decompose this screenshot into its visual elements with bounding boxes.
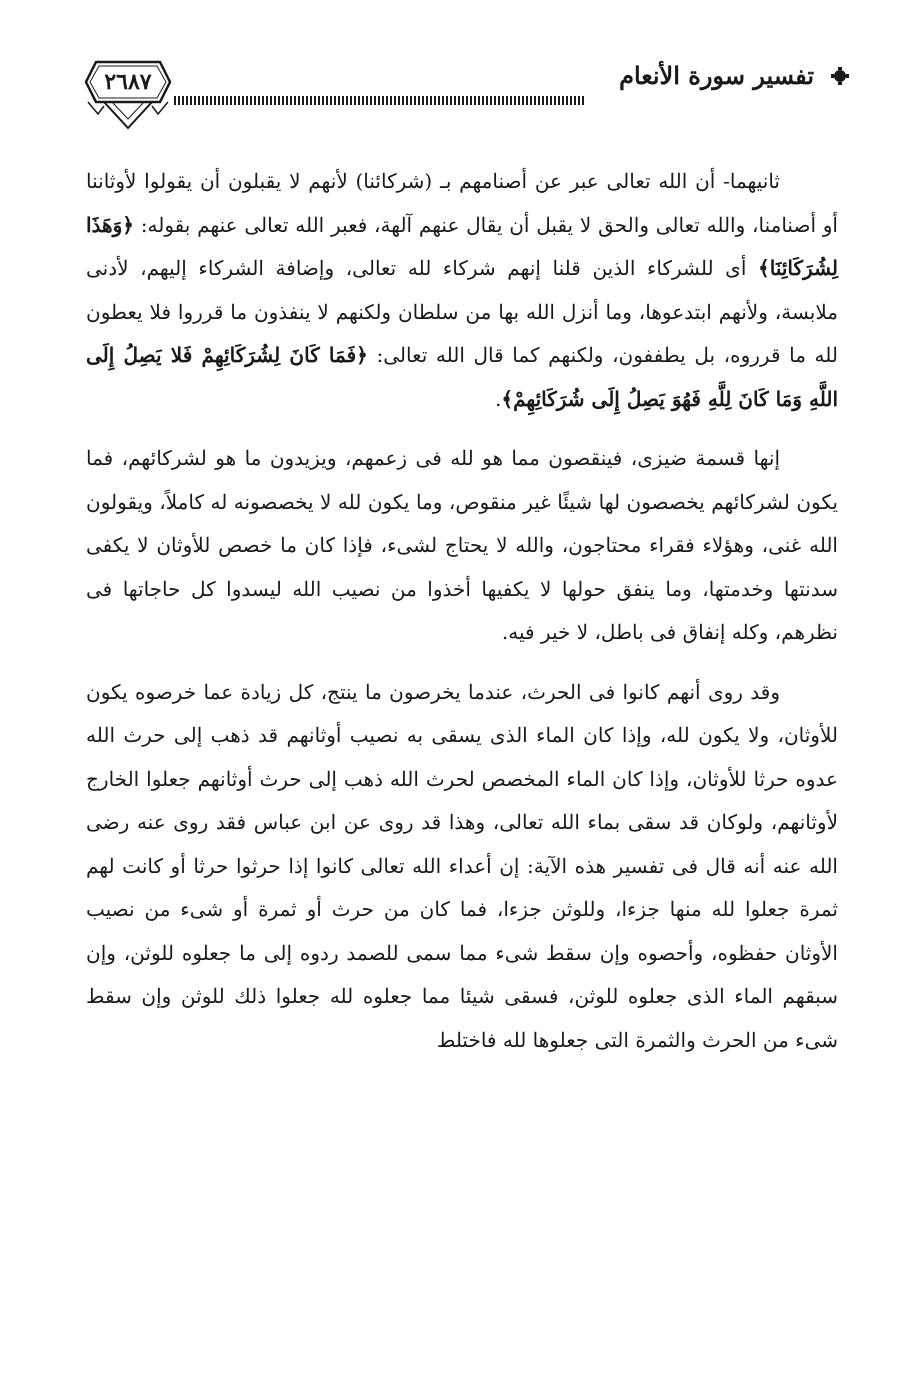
page-number: ٢٦٨٧ [104, 69, 152, 95]
quran-quote-1: ﴿وَهَذَا لِشُرَكَائِنَا﴾ [86, 212, 838, 280]
paragraph-1-text-a: ثانيهما- أن الله تعالى عبر عن أصنامهم بـ (شركائنا) لأنهم لا يقبلون أن يقولوا لأوثاننا أو أصنامنا، والله تعالى والحق لا يقبل أن يقال عنهم آلهة، فعبر الله تعالى عنهم بقوله: [86, 169, 838, 237]
paragraph-3 [86, 671, 838, 1063]
surah-title: تفسير سورة الأنعام [619, 61, 814, 90]
paragraph-2 [86, 437, 838, 655]
paragraph-1 [86, 160, 838, 421]
page-header [82, 54, 852, 134]
flower-ornament-icon [828, 66, 852, 86]
paragraph-1-text-b: أى للشركاء الذين قلنا إنهم شركاء لله تعالى، وإضافة الشركاء إليهم، لأدنى ملابسة، ولأنهم ابتدعوها، وما أنزل الله بها من سلطان ولكنهم لا ينفذون ما قرروا فلا يعطون لله ما قرروه، بل يطففون، ولكنهم كما قال الله تعالى: [86, 256, 838, 367]
paragraph-1-text-c: . [494, 386, 502, 411]
page-number-badge [82, 54, 174, 134]
paragraph-3-text: وقد روى أنهم كانوا فى الحرث، عندما يخرصون ما ينتج، كل زيادة عما خرصوه يكون للأوثان، ولا يكون لله، وإذا كان الماء الذى يسقى به نصيب أوثانهم قد ذهب إلى حرث الله عدوه حرثا للأوثان، وإذا كان الماء المخصص لحرث الله ذهب إلى حرث أوثانهم جعلوا الخارج لأوثانهم، ولوكان قد سقى بماء الله تعالى، وهذا قد روى عن ابن عباس فقد روى عنه رضى الله عنه أنه قال فى تفسير هذه الآية: إن أعداء الله تعالى كانوا إذا حرثوا حرثا أو كانت لهم ثمرة جعلوا لله منها جزءا، وللوثن جزءا، فما كان من حرث أو ثمرة أو شىء من نصيب الأوثان حفظوه، وأحصوه وإن سقط شىء مما سمى للصمد ردوه إلى ما جعلوه للوثن، وإن سبقهم الماء الذى جعلوه للوثن، فسقى شيئا مما جعلوه لله جعلوا ذلك للوثن وإن سقط شىء من الحرث والثمرة التى جعلوها لله فاختلط [86, 679, 838, 1052]
header-rule [174, 96, 586, 105]
quran-quote-2: ﴿فَمَا كَانَ لِشُرَكَائِهِمْ فَلا يَصِلُ إِلَى اللَّهِ وَمَا كَانَ لِلَّهِ فَهُوَ يَصِلُ إِلَى شُرَكَائِهِمْ﴾ [86, 343, 838, 411]
body-text [86, 160, 838, 1078]
paragraph-2-text: إنها قسمة ضيزى، فينقصون مما هو لله فى زعمهم، ويزيدون ما هو لشركائهم، فما يكون لشركائهم يخصصون لها شيئًا غير منقوص، وما يكون لله لا يخصصونه له كاملاً، ويقولون الله غنى، وهؤلاء فقراء محتاجون، والله لا يحتاج لشىء، فإذا كان ما خصص للأوثان لا يكفى سدنتها وخدمتها، وما ينفق حولها لا يكفيها أخذوا من نصيب الله ليسدوا كل حاجاتها فى نظرهم، وكله إنفاق فى باطل، لا خير فيه. [86, 446, 838, 644]
